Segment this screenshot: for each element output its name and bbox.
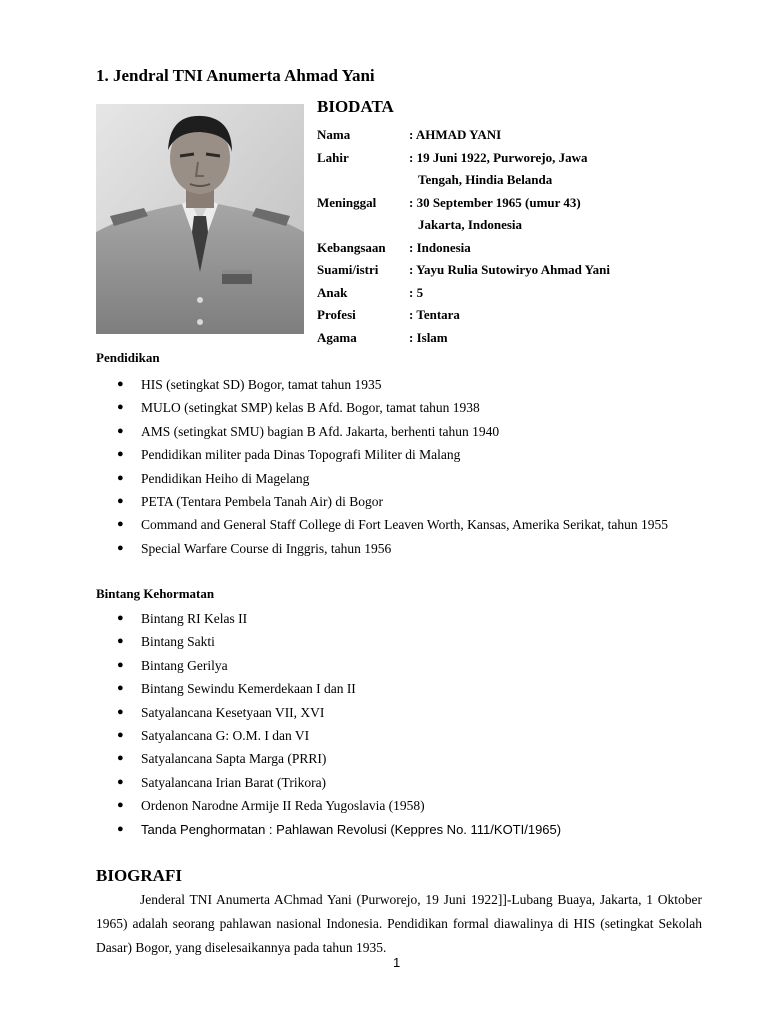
bintang-kehormatan-label: Bintang Kehormatan — [96, 586, 215, 601]
biodata-key: Agama — [317, 329, 357, 345]
document-heading: 1. Jendral TNI Anumerta Ahmad Yani — [96, 66, 375, 85]
bullet-icon: ● — [117, 822, 124, 835]
biodata-value: : 30 September 1965 (umur 43) Jakarta, Indonesia — [409, 192, 679, 237]
portrait-image — [96, 104, 304, 334]
biodata-row-agama — [317, 327, 679, 350]
list-item: ● Satyalancana Sapta Marga (PRRI) — [96, 747, 706, 770]
biodata-value: : Yayu Rulia Sutowiryo Ahmad Yani — [409, 262, 610, 277]
biografi-paragraph: Jenderal TNI Anumerta AChmad Yani (Purworejo, 19 Juni 1922]]-Lubang Buaya, Jakarta, 1 Oktober 1965) adalah seorang pahlawan nasional Indonesia. Pendidikan formal diawalinya di HIS (setingkat Sekolah Dasar) Bogor, yang diselesaikannya pada tahun 1935. — [96, 892, 702, 955]
biodata-key: Nama — [317, 127, 351, 142]
list-item: ● Pendidikan Heiho di Magelang — [96, 467, 706, 490]
biodata-row-profesi — [317, 304, 679, 327]
bullet-icon: ● — [117, 471, 124, 484]
bullet-icon: ● — [117, 729, 124, 742]
list-item: ● Tanda Penghormatan : Pahlawan Revolusi (Keppres No. 111/KOTI/1965) — [96, 818, 706, 841]
biodata-row-kebangsaan — [317, 237, 679, 260]
list-item: ● HIS (setingkat SD) Bogor, tamat tahun 1935 — [96, 373, 706, 396]
biodata-value: : Islam — [409, 329, 448, 345]
biodata-key: Anak — [317, 284, 348, 300]
biodata-row-nama — [317, 124, 679, 147]
biodata-value: : 19 Juni 1922, Purworejo, Jawa Tengah, Hindia Belanda — [409, 147, 679, 192]
pendidikan-list — [96, 373, 706, 560]
bullet-icon: ● — [117, 752, 124, 765]
list-item: ● AMS (setingkat SMU) bagian B Afd. Jakarta, berhenti tahun 1940 — [96, 420, 706, 443]
list-item: ● PETA (Tentara Pembela Tanah Air) di Bogor — [96, 490, 706, 513]
biodata-key: Kebangsaan — [317, 239, 386, 255]
list-item: ● Ordenon Narodne Armije II Reda Yugoslavia (1958) — [96, 794, 706, 817]
biodata-row-anak — [317, 282, 679, 305]
bullet-icon: ● — [117, 705, 124, 718]
list-item: ● Bintang Gerilya — [96, 654, 706, 677]
bullet-icon: ● — [117, 424, 124, 437]
biodata-value: : AHMAD YANI — [409, 127, 502, 142]
biodata-value: : Indonesia — [409, 239, 471, 255]
bullet-icon: ● — [117, 541, 124, 554]
bullet-icon: ● — [117, 658, 124, 671]
list-item: ● Command and General Staff College di Fort Leaven Worth, Kansas, Amerika Serikat, tahun 1955 — [96, 513, 706, 536]
biodata-table — [317, 124, 679, 349]
pendidikan-label: Pendidikan — [96, 350, 160, 365]
list-item: ● Satyalancana Irian Barat (Trikora) — [96, 771, 706, 794]
biodata-key: Profesi — [317, 307, 356, 322]
bullet-icon: ● — [117, 401, 124, 414]
biodata-key: Lahir — [317, 149, 349, 165]
list-item: ● Satyalancana Kesetyaan VII, XVI — [96, 701, 706, 724]
biodata-value-continuation: Tengah, Hindia Belanda — [418, 172, 553, 187]
bullet-icon: ● — [117, 635, 124, 648]
biodata-row-meninggal — [317, 192, 679, 237]
bullet-icon: ● — [117, 682, 124, 695]
biodata-row-suami-istri — [317, 259, 679, 282]
list-item: ● Special Warfare Course di Inggris, tahun 1956 — [96, 537, 706, 560]
biodata-key: Suami/istri — [317, 262, 379, 277]
list-item: ● MULO (setingkat SMP) kelas B Afd. Bogor, tamat tahun 1938 — [96, 396, 706, 419]
biografi-title: BIOGRAFI — [96, 866, 182, 885]
list-item: ● Bintang Sakti — [96, 630, 706, 653]
page-number: 1 — [393, 955, 401, 970]
list-item: ● Satyalancana G: O.M. I dan VI — [96, 724, 706, 747]
biodata-value: : 5 — [409, 284, 424, 300]
biodata-value-continuation: Jakarta, Indonesia — [418, 217, 523, 232]
bullet-icon: ● — [117, 775, 124, 788]
bullet-icon: ● — [117, 448, 124, 461]
bullet-icon: ● — [117, 378, 124, 390]
bullet-icon: ● — [117, 495, 124, 508]
bintang-kehormatan-list — [96, 607, 706, 841]
biodata-title: BIODATA — [317, 97, 394, 116]
list-item: ● Bintang RI Kelas II — [96, 607, 706, 630]
biodata-row-lahir — [317, 147, 679, 192]
biodata-value: : Tentara — [409, 307, 460, 322]
portrait-photo — [96, 104, 304, 334]
bullet-icon: ● — [117, 799, 124, 812]
list-item: ● Bintang Sewindu Kemerdekaan I dan II — [96, 677, 706, 700]
biodata-key: Meninggal — [317, 194, 377, 210]
list-item: ● Pendidikan militer pada Dinas Topografi Militer di Malang — [96, 443, 706, 466]
bullet-icon: ● — [117, 518, 124, 531]
bullet-icon: ● — [117, 612, 124, 624]
